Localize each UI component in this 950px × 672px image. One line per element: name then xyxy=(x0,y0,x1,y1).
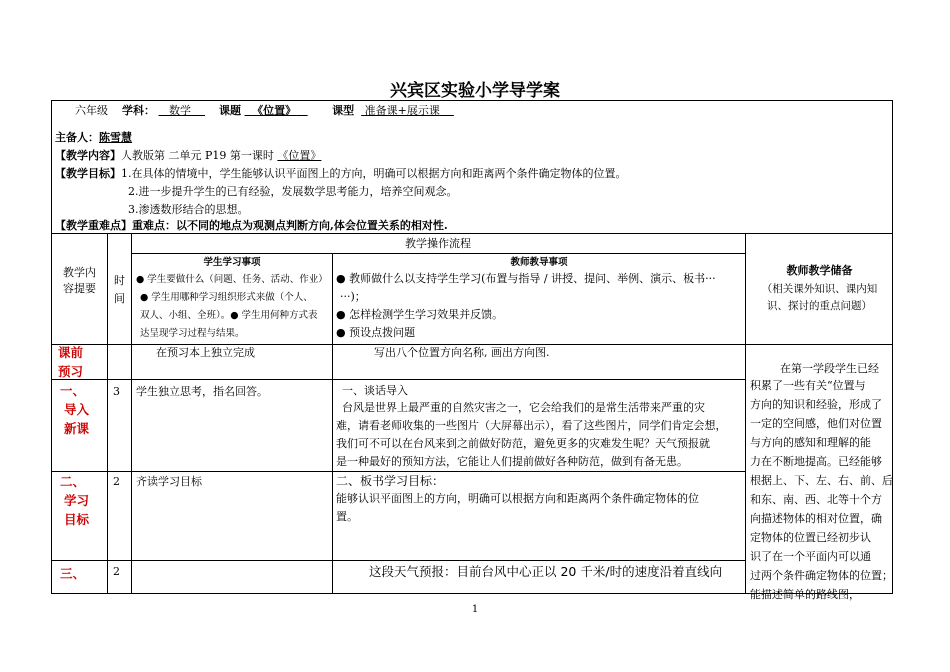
subject-label: 学科： xyxy=(122,104,155,117)
header-reserve-title: 教师教学储备 xyxy=(786,264,853,277)
header-time: 时 间 xyxy=(114,274,125,305)
author-value: 陈雪慧 xyxy=(99,131,132,144)
meta-line xyxy=(75,104,454,118)
reserve-line: 根据上、下、左、右、前、后 xyxy=(750,474,893,487)
teacher-item-2: ···)； xyxy=(340,290,366,303)
row3-teacher-line-1: 能够认识平面图上的方向，明确可以根据方向和距离两个条件确定物体的位 xyxy=(336,492,699,505)
col-rule-2 xyxy=(131,233,132,594)
section-goals: 二、 学习 目标 xyxy=(60,474,90,527)
topic-value: 《位置》 xyxy=(252,104,297,117)
reserve-line: 方向的知识和经验，形成了 xyxy=(750,398,882,411)
reserve-line: 向描述物体的相对位置，确 xyxy=(750,512,882,525)
header-teacher-title: 教师教导事项 xyxy=(510,257,568,268)
subject-value: 数学 xyxy=(169,104,191,117)
reserve-line: 积累了一些有关“位置与 xyxy=(750,379,866,392)
header-reserve-sub-2: 识、探讨的重点问题） xyxy=(767,300,872,312)
teacher-item-4: ● 预设点拨问题 xyxy=(336,326,416,339)
header-content-summary: 教学内 容提要 xyxy=(63,266,96,295)
document-title: 兴宾区实验小学导学案 xyxy=(390,81,560,101)
row4-time: 2 xyxy=(113,565,120,578)
keypoints-text: 重难点：以不同的地点为观测点判断方向,体会位置关系的相对性. xyxy=(132,219,448,232)
reserve-line: 过两个条件确定物体的位置； xyxy=(750,569,893,582)
row3-teacher-title: 二、板书学习目标： xyxy=(336,474,445,488)
page-number: 1 xyxy=(471,604,479,615)
keypoints-line xyxy=(55,219,448,233)
reserve-line: 在第一学段学生已经 xyxy=(780,362,879,375)
goal-3: 3.渗透数形结合的思想。 xyxy=(128,203,249,216)
teacher-item-1: ● 教师做什么以支持学生学习(布置与指导 / 讲授、提问、举例、演示、板书··· xyxy=(336,272,716,285)
rule-row3-bottom xyxy=(51,560,745,561)
type-label: 课型 xyxy=(332,104,355,117)
rule-header-bottom xyxy=(51,344,893,345)
goals-label: 【教学目标】 xyxy=(55,167,121,180)
student-item-3: 双人、小组、全班）。● 学生用何种方式表 xyxy=(140,310,318,321)
rule-info-bottom xyxy=(51,233,893,234)
grade-value: 六年级 xyxy=(75,104,108,117)
reserve-line: 识了在一个平面内可以通 xyxy=(750,550,871,563)
section-intro: 一、 导入 新课 xyxy=(60,383,90,436)
row2-teacher-line-3: 我们可不可以在台风来到之前做好防范，避免更多的灾难发生呢？天气预报就 xyxy=(336,437,710,450)
content-label: 【教学内容】 xyxy=(55,149,121,162)
reserve-text xyxy=(750,362,892,604)
student-item-1: ● 学生要做什么（问题、任务、活动、作业） xyxy=(136,274,328,285)
row2-teacher-title: 一、谈话导入 xyxy=(342,384,408,397)
content-text: 人教版第 二单元 P19 第一课时 xyxy=(121,149,278,162)
row2-teacher-line-4: 是一种最好的预知方法，它能让人们提前做好各种防范，做到有备无患。 xyxy=(336,455,688,468)
reserve-line: 一定的空间感，他们对位置 xyxy=(750,417,882,430)
author-label: 主备人： xyxy=(55,131,99,144)
header-flow: 教学操作流程 xyxy=(405,237,471,250)
rule-flow-title xyxy=(131,253,745,254)
teacher-item-3: ● 怎样检测学生学习效果并反馈。 xyxy=(336,308,504,321)
header-student-title: 学生学习事项 xyxy=(203,257,261,268)
goals-line-1 xyxy=(55,167,627,181)
reserve-line: 能描述简单的路线图， xyxy=(750,588,860,601)
reserve-line: 力在不断地提高。已经能够 xyxy=(750,455,882,468)
row2-teacher-line-1: 台风是世界上最严重的自然灾害之一，它会给我们的是常生活带来严重的灾 xyxy=(342,401,705,414)
goal-1: 1.在具体的情境中，学生能够认识平面图上的方向，明确可以根据方向和距离两个条件确定物体的位置。 xyxy=(121,167,627,180)
col-rule-3 xyxy=(332,253,333,594)
reserve-line: 与方向的感知和理解的能 xyxy=(750,436,871,449)
rule-row1-bottom xyxy=(51,379,745,380)
content-title: 《位置》 xyxy=(277,149,322,162)
row3-student: 齐读学习目标 xyxy=(136,475,202,488)
row1-teacher: 写出八个位置方向名称, 画出方向图. xyxy=(374,346,550,359)
row1-student: 在预习本上独立完成 xyxy=(156,346,255,359)
goal-2: 2.进一步提升学生的已有经验，发展数学思考能力，培养空间观念。 xyxy=(128,185,458,198)
reserve-line: 定物体的位置已经初步认 xyxy=(750,531,871,544)
topic-label: 课题 xyxy=(219,104,241,117)
keypoints-label: 【教学重难点】 xyxy=(55,219,132,232)
row4-teacher: 这段天气预报：目前台风中心正以 20 千米/时的速度沿着直线向 xyxy=(369,564,723,579)
student-item-2: ● 学生用哪种学习组织形式来做（个人、 xyxy=(140,292,313,303)
content-line xyxy=(55,149,321,163)
row3-teacher-line-2: 置。 xyxy=(336,510,358,523)
row2-time: 3 xyxy=(113,385,120,398)
row2-student: 学生独立思考，指名回答。 xyxy=(136,385,268,398)
type-value: 准备课+展示课 xyxy=(364,104,440,117)
author-line xyxy=(55,131,132,145)
rule-row2-bottom xyxy=(51,471,745,472)
header-reserve-sub-1: （相关课外知识、课内知 xyxy=(761,283,878,295)
student-item-4: 达呈现学习过程与结果。 xyxy=(140,328,245,339)
section-preview: 课前 预习 xyxy=(58,345,84,379)
reserve-line: 和东、南、西、北等十个方 xyxy=(750,493,882,506)
row2-teacher-line-2: 难，请看老师收集的一些图片（大屏幕出示），看了这些图片，同学们肯定会想， xyxy=(336,419,727,432)
section-three: 三、 xyxy=(60,566,86,581)
row3-time: 2 xyxy=(113,475,120,488)
